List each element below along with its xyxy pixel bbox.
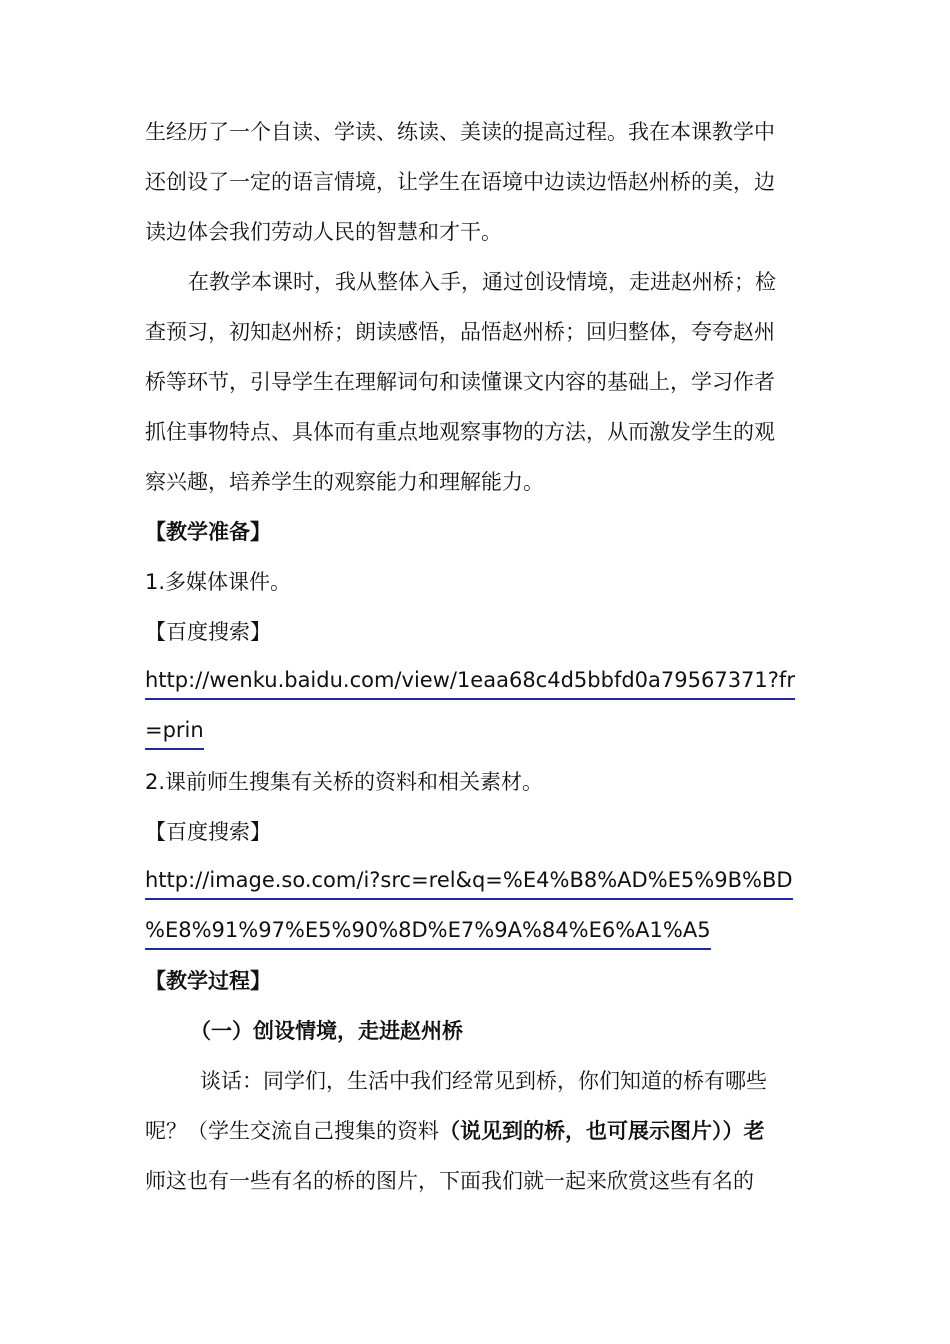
image-search-link-part2[interactable]: %E8%91%97%E5%90%8D%E7%9A%84%E6%A1%A5 xyxy=(145,918,711,950)
paragraph-line: 桥等环节，引导学生在理解词句和读懂课文内容的基础上，学习作者 xyxy=(145,370,775,394)
image-search-link-part1[interactable]: http://image.so.com/i?src=rel&q=%E4%B8%AD%E5%9B%BD xyxy=(145,868,793,900)
prep-item-2: 2.课前师生搜集有关桥的资料和相关素材。 xyxy=(145,770,544,794)
section-heading-process: 【教学过程】 xyxy=(145,969,271,993)
link-line xyxy=(145,866,793,894)
paragraph-line: 还创设了一定的语言情境，让学生在语境中边读边悟赵州桥的美，边 xyxy=(145,170,775,194)
paragraph-line: 谈话：同学们，生活中我们经常见到桥，你们知道的桥有哪些 xyxy=(200,1069,767,1093)
paragraph-line: 抓住事物特点、具体而有重点地观察事物的方法，从而激发学生的观 xyxy=(145,420,775,444)
paragraph-line: 生经历了一个自读、学读、练读、美读的提高过程。我在本课教学中 xyxy=(145,120,775,144)
paragraph-line xyxy=(145,1117,765,1145)
subsection-heading: （一）创设情境，走进赵州桥 xyxy=(190,1019,463,1043)
text-span: 呢？（学生交流自己搜集的资料 xyxy=(145,1119,439,1143)
search-label: 【百度搜索】 xyxy=(145,620,271,644)
paragraph-line: 察兴趣，培养学生的观察能力和理解能力。 xyxy=(145,470,544,494)
wenku-link-part1[interactable]: http://wenku.baidu.com/view/1eaa68c4d5bbfd0a79567371?fr xyxy=(145,668,795,700)
paragraph-line: 读边体会我们劳动人民的智慧和才干。 xyxy=(145,220,502,244)
wenku-link-part2[interactable]: =prin xyxy=(145,718,204,750)
paragraph-line: 师这也有一些有名的桥的图片，下面我们就一起来欣赏这些有名的 xyxy=(145,1169,754,1193)
link-line xyxy=(145,916,711,944)
bold-text-span: ）老 xyxy=(722,1119,765,1143)
prep-item-1: 1.多媒体课件。 xyxy=(145,570,292,594)
link-line xyxy=(145,666,795,694)
paragraph-line: 查预习，初知赵州桥；朗读感悟，品悟赵州桥；回归整体，夸夸赵州 xyxy=(145,320,775,344)
bold-text-span: （说见到的桥，也可展示图片） xyxy=(439,1119,723,1143)
search-label: 【百度搜索】 xyxy=(145,820,271,844)
section-heading-prep: 【教学准备】 xyxy=(145,520,271,544)
paragraph-line: 在教学本课时，我从整体入手，通过创设情境，走进赵州桥；检 xyxy=(188,270,776,294)
link-line xyxy=(145,716,204,744)
